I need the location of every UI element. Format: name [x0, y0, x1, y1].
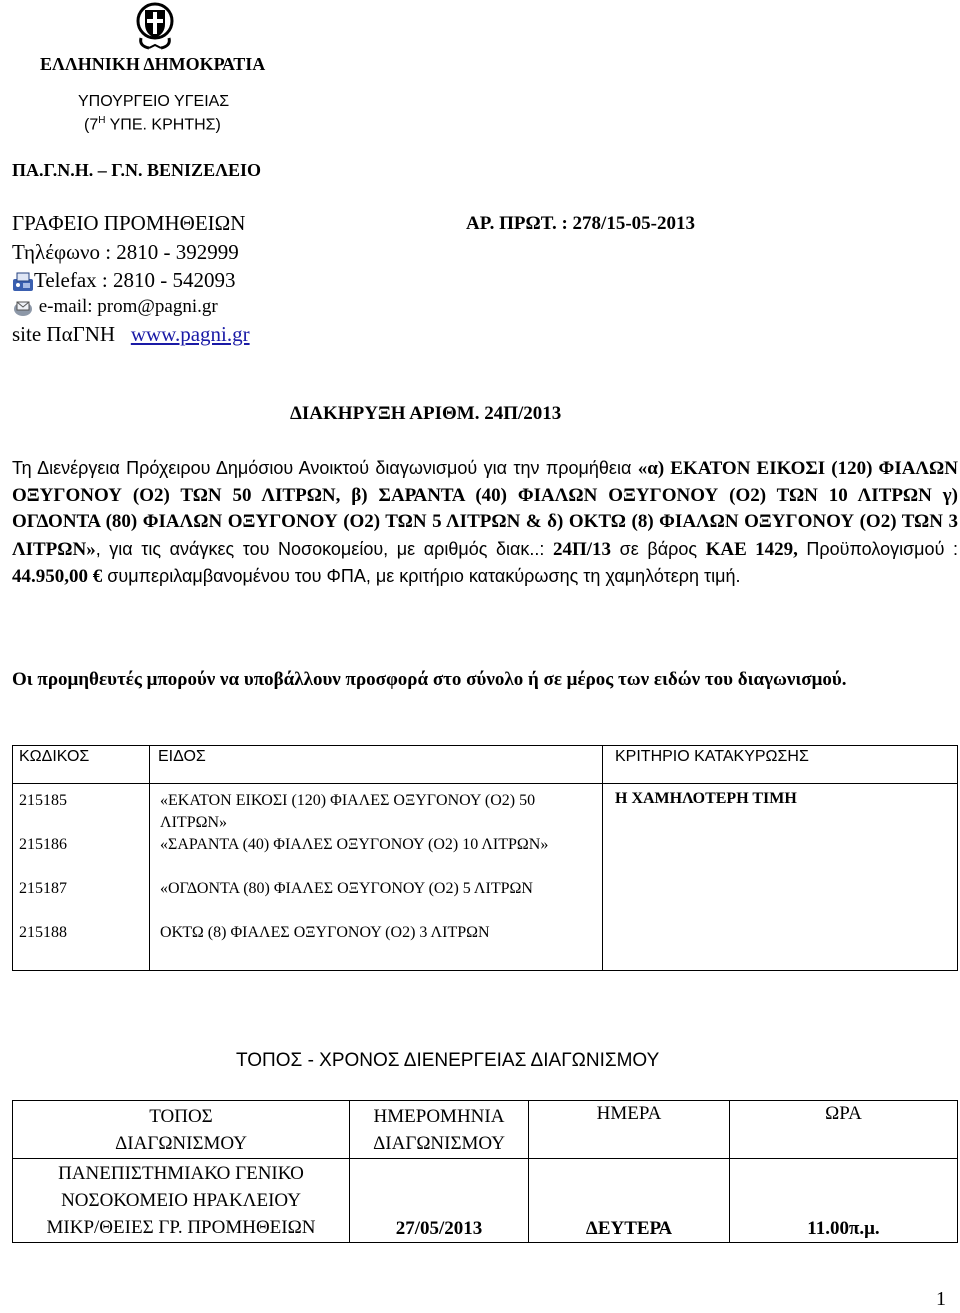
items-table	[12, 745, 958, 971]
header-time: ΩΡΑ	[730, 1101, 958, 1159]
hospital-name: ΠΑ.Γ.Ν.Η. – Γ.Ν. ΒΕΝΙΖΕΛΕΙΟ	[12, 160, 261, 180]
item-code: 215186	[19, 836, 67, 853]
venue-place: ΠΑΝΕΠΙΣΤΗΜΙΑΚΟ ΓΕΝΙΚΟ ΝΟΣΟΚΟΜΕΙΟ ΗΡΑΚΛΕΙΟΥ ΜΙΚΡ/ΘΕΙΕΣ ΓΡ. ΠΡΟΜΗΘΕΙΩΝ	[13, 1159, 350, 1243]
ministry-name: ΥΠΟΥΡΓΕΙΟ ΥΓΕΙΑΣ	[78, 93, 230, 110]
header-place: ΤΟΠΟΣ ΔΙΑΓΩΝΙΣΜΟΥ	[13, 1101, 350, 1159]
criterion-value: Η ΧΑΜΗΛΟΤΕΡΗ ΤΙΜΗ	[603, 784, 958, 971]
header-day: ΗΜΕΡΑ	[529, 1101, 730, 1159]
item-description: «ΣΑΡΑΝΤΑ (40) ΦΙΑΛΕΣ ΟΞΥΓΟΝΟΥ (Ο2) 10 ΛΙΤΡΩΝ»	[160, 836, 549, 853]
phone: Τηλέφωνο : 2810 - 392999	[12, 240, 239, 264]
venue-day: ΔΕΥΤΕΡΑ	[529, 1159, 730, 1243]
header-criterion: ΚΡΙΤΗΡΙΟ ΚΑΤΑΚΥΡΩΣΗΣ	[603, 746, 958, 784]
item-code: 215188	[19, 924, 67, 941]
item-description: ΟΚΤΩ (8) ΦΙΑΛΕΣ ΟΞΥΓΟΝΟΥ (Ο2) 3 ΛΙΤΡΩΝ	[160, 924, 490, 941]
venue-date: 27/05/2013	[350, 1159, 529, 1243]
items-cell	[150, 784, 603, 971]
office-name: ΓΡΑΦΕΙΟ ΠΡΟΜΗΘΕΙΩΝ	[12, 211, 246, 235]
protocol-number: ΑΡ. ΠΡΩΤ. : 278/15-05-2013	[466, 213, 695, 234]
fax-line: Telefax : 2810 - 542093	[12, 268, 235, 293]
site-link[interactable]: www.pagni.gr	[130, 322, 250, 346]
intro-paragraph: Τη Διενέργεια Πρόχειρου Δημόσιου Ανοικτού διαγωνισμού για την προμήθεια «α) ΕΚΑΤΟΝ ΕΙΚΟΣΙ (120) ΦΙΑΛΩΝ ΟΞΥΓΟΝΟΥ (Ο2) ΤΩΝ 50 ΛΙΤΡΩΝ, β) ΣΑΡΑΝΤΑ (40) ΦΙΑΛΩΝ ΟΞΥΓΟΝΟΥ (Ο2) ΤΩΝ 10 ΛΙΤΡΩΝ γ) ΟΓΔΟΝΤΑ (80) ΦΙΑΛΩΝ ΟΞΥΓΟΝΟΥ (Ο2) ΤΩΝ 5 ΛΙΤΡΩΝ & δ) ΟΚΤΩ (8) ΦΙΑΛΩΝ ΟΞΥΓΟΝΟΥ (Ο2) ΤΩΝ 3 ΛΙΤΡΩΝ», για τις ανάγκες του Νοσοκομείου, με αριθμός διακ..: 24Π/13 σε βάρος ΚΑΕ 1429, Προϋπολογισμού : 44.950,00 € συμπεριλαμβανομένου του ΦΠΑ, με κριτήριο κατακύρωσης τη χαμηλότερη τιμή.	[12, 458, 958, 587]
email-line	[12, 296, 218, 318]
header-code: ΚΩΔΙΚΟΣ	[13, 746, 150, 784]
item-description: «ΟΓΔΟΝΤΑ (80) ΦΙΑΛΕΣ ΟΞΥΓΟΝΟΥ (Ο2) 5 ΛΙΤΡΩΝ	[160, 880, 533, 897]
header-date: ΗΜΕΡΟΜΗΝΙΑ ΔΙΑΓΩΝΙΣΜΟΥ	[350, 1101, 529, 1159]
greek-coat-of-arms-icon	[135, 2, 175, 52]
item-description: «ΕΚΑΤΟΝ ΕΙΚΟΣΙ (120) ΦΙΑΛΕΣ ΟΞΥΓΟΝΟΥ (Ο2) 50 ΛΙΤΡΩΝ»	[160, 792, 536, 831]
page-number: 1	[936, 1288, 946, 1310]
item-code: 215187	[19, 880, 67, 897]
codes-cell	[13, 784, 150, 971]
fax-icon	[12, 272, 34, 292]
item-code: 215185	[19, 792, 67, 809]
country-name: ΕΛΛΗΝΙΚΗ ΔΗΜΟΚΡΑΤΙΑ	[40, 54, 266, 74]
suppliers-note: Οι προμηθευτές μπορούν να υποβάλλουν προσφορά στο σύνολο ή σε μέρος των ειδών του διαγωνισμού.	[12, 669, 847, 690]
health-region: ($7^H$ ΥΠΕ. ΚΡΗΤΗΣ)	[84, 115, 221, 134]
venue-title: ΤΟΠΟΣ - ΧΡΟΝΟΣ ΔΙΕΝΕΡΓΕΙΑΣ ΔΙΑΓΩΝΙΣΜΟΥ	[236, 1050, 660, 1071]
venue-table	[12, 1100, 958, 1243]
venue-time: 11.00π.μ.	[730, 1159, 958, 1243]
document-title: ΔΙΑΚΗΡΥΞΗ ΑΡΙΘΜ. 24Π/2013	[290, 403, 562, 424]
email-icon	[12, 299, 34, 317]
header-item: ΕΙΔΟΣ	[150, 746, 603, 784]
site-line: site ΠαΓΝΗ www.pagni.gr	[12, 322, 250, 346]
email-address[interactable]: e-mail: prom@pagni.gr	[38, 296, 218, 317]
